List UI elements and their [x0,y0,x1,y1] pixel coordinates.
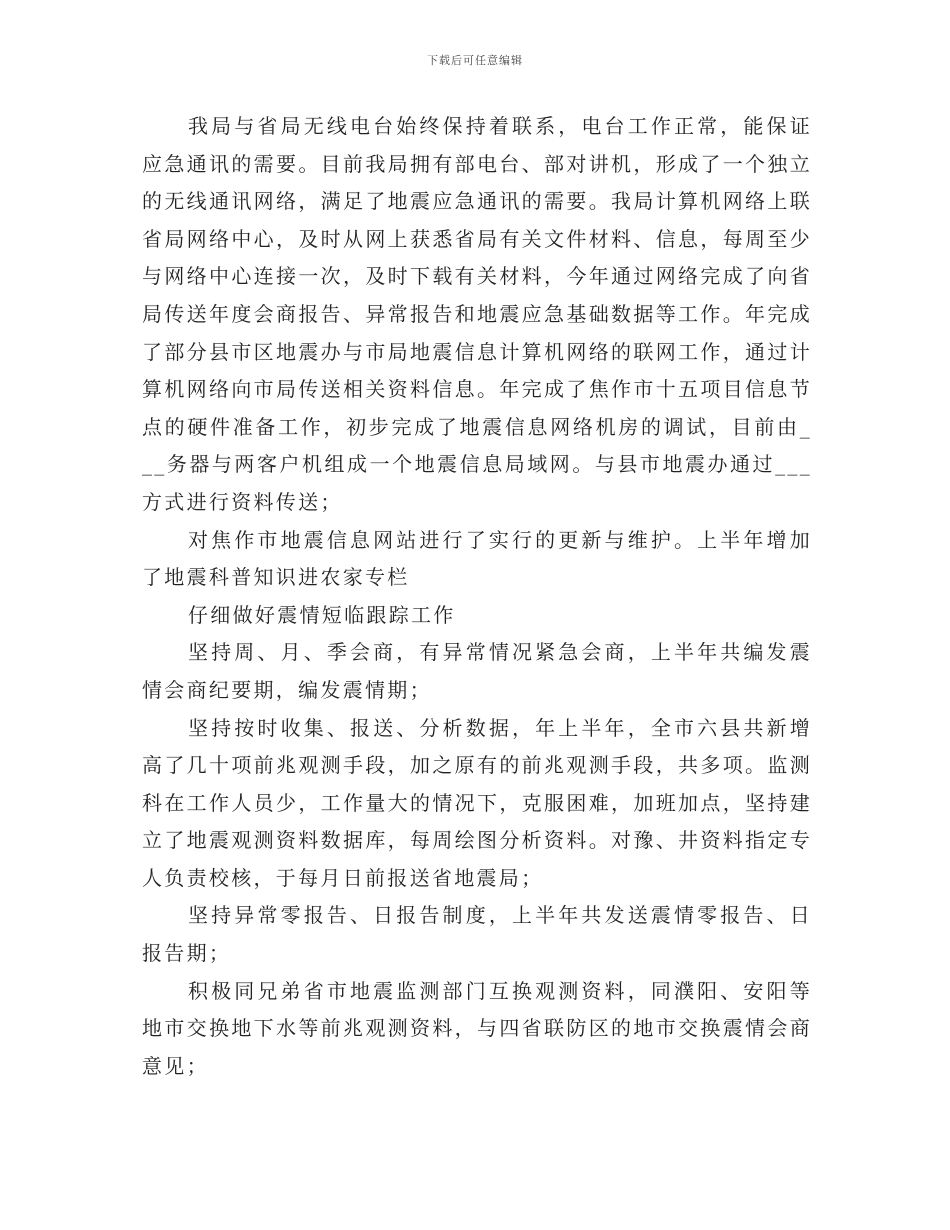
document-body [142,108,812,1085]
paragraph-consultation: 坚持周、月、季会商，有异常情况紧急会商，上半年共编发震情会商纪要期，编发震情期； [142,640,812,702]
page-header: 下载后可任意编辑 [427,54,523,67]
paragraph-data-collection: 坚持按时收集、报送、分析数据，年上半年，全市六县共新增高了几十项前兆观测手段，加之原有的前兆观测手段，共多项。监测科在工作人员少，工作量大的情况下，克服困难，加班加点，坚持建立了地震观测资料数据库，每周绘图分析资料。对豫、井资料指定专人负责校核，于每月日前报送省地震局； [142,715,812,890]
paragraph-radio-network: 我局与省局无线电台始终保持着联系，电台工作正常，能保证应急通讯的需要。目前我局拥有部电台、部对讲机，形成了一个独立的无线通讯网络，满足了地震应急通讯的需要。我局计算机网络上联省局网络中心，及时从网上获悉省局有关文件材料、信息，每周至少与网络中心连接一次，及时下载有关材料，今年通过网络完成了向省局传送年度会商报告、异常报告和地震应急基础数据等工作。年完成了部分县市区地震办与市局地震信息计算机网络的联网工作，通过计算机网络向市局传送相关资料信息。年完成了焦作市十五项目信息节点的硬件准备工作，初步完成了地震信息网络机房的调试，目前由___务器与两客户机组成一个地震信息局域网。与县市地震办通过___方式进行资料传送； [142,114,812,514]
paragraph-section-heading: 仔细做好震情短临跟踪工作 [188,602,456,627]
paragraph-reporting: 坚持异常零报告、日报告制度，上半年共发送震情零报告、日报告期； [142,903,812,966]
paragraph-data-exchange: 积极同兄弟省市地震监测部门互换观测资料，同濮阳、安阳等地市交换地下水等前兆观测资料，与四省联防区的地市交换震情会商意见； [142,978,812,1078]
paragraph-website-maintenance: 对焦作市地震信息网站进行了实行的更新与维护。上半年增加了地震科普知识进农家专栏 [142,527,812,590]
